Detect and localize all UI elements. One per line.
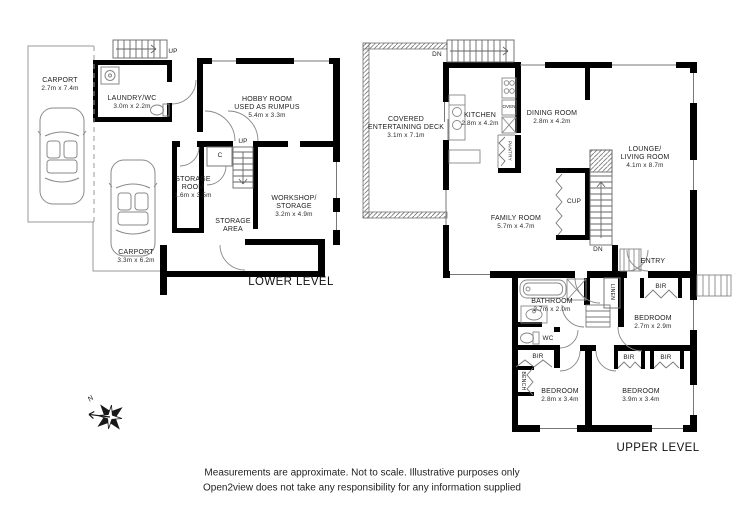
room-dims: 5.4m x 3.3m [248, 112, 286, 119]
room-name-2: STORAGE [276, 203, 312, 210]
bench-label: BENCH [520, 371, 526, 391]
room-label-bedroom-3 [622, 388, 660, 404]
room-label-deck [368, 116, 444, 140]
room-name: CARPORT [42, 77, 78, 84]
room-dims: 3.9m x 3.4m [622, 396, 660, 403]
wc-label: WC [542, 335, 554, 342]
room-name: BEDROOM [541, 388, 579, 395]
room-label-hobby-room [234, 96, 299, 120]
stairs-dn-top-label: DN [432, 51, 442, 58]
room-name: KITCHEN [463, 112, 497, 119]
room-dims: 3.0m x 2.2m [113, 103, 151, 110]
stairs-up-label: UP [168, 48, 178, 55]
room-label-carport-2 [117, 249, 154, 265]
room-name: COVERED [387, 116, 425, 123]
oven-label: OVEN [502, 104, 516, 109]
deck-slider-door [445, 102, 449, 140]
stairs-dn-mid [590, 150, 612, 245]
room-label-bedroom-1 [634, 315, 672, 331]
stair-void-hatch [590, 150, 612, 172]
stairs-dn-mid-label: DN [593, 246, 603, 253]
pantry-label: PANTRY [507, 140, 513, 162]
room-name: STORAGE [175, 176, 211, 183]
room-dims: 5.7m x 4.7m [497, 223, 535, 230]
room-name-2: ENTERTAINING DECK [367, 124, 445, 131]
room-dims: 3.3m x 6.2m [117, 257, 155, 264]
stairs-up-mid-label: UP [238, 138, 248, 145]
room-name: LOUNGE/ [628, 146, 662, 153]
room-name-2: USED AS RUMPUS [234, 104, 300, 111]
disclaimer-line-2: Open2view does not take any responsibility for any information supplied [203, 482, 521, 494]
room-label-storage-room [174, 176, 211, 200]
room-dims: 1.6m x 3.5m [174, 192, 212, 199]
washing-machine-icon [101, 67, 119, 84]
room-dims: 2.8m x 3.4m [541, 396, 579, 403]
room-name: WORKSHOP/ [271, 195, 317, 202]
bir-label-mid-2: BIR [660, 354, 672, 361]
entry-porch-steps [697, 275, 731, 296]
stairs-up-entry-lower [113, 40, 167, 58]
sink-bowl-1 [453, 108, 462, 117]
room-dims: 2.8m x 4.2m [461, 120, 499, 127]
car-icon-1 [38, 108, 86, 204]
cupboard-label: C [217, 152, 223, 159]
room-label-family [491, 215, 541, 231]
upper-level-title: UPPER LEVEL [616, 442, 700, 454]
disclaimer-line-1: Measurements are approximate. Not to scale. Illustrative purposes only [204, 467, 520, 479]
room-name: CARPORT [118, 249, 154, 256]
room-label-lounge [621, 146, 670, 170]
room-name-2: ROOM [181, 184, 205, 191]
stairs-up-mid-lower [233, 147, 253, 188]
bir-label-bedroom1: BIR [655, 283, 667, 290]
room-label-bathroom [531, 298, 573, 314]
room-label-carport-1 [41, 77, 78, 93]
wc-toilet-bowl [521, 333, 534, 343]
stairs-dn-deck [447, 40, 514, 62]
room-name: BEDROOM [634, 315, 672, 322]
room-label-kitchen [461, 112, 498, 128]
sink-bowl-2 [453, 121, 462, 130]
room-dims: 2.7m x 2.0m [533, 306, 571, 313]
linen-label: LINEN [609, 283, 615, 301]
compass-north-label: N [86, 394, 96, 404]
room-dims: 3.2m x 4.9m [275, 211, 313, 218]
room-dims: 2.8m x 4.2m [533, 118, 571, 125]
car-icon-2 [109, 160, 157, 256]
bath-tap [526, 287, 530, 291]
room-label-storage-area [215, 218, 251, 234]
room-dims: 4.1m x 8.7m [626, 162, 664, 169]
cooktop-icon [502, 78, 516, 98]
room-name: FAMILY ROOM [490, 215, 542, 222]
room-label-dining [527, 110, 577, 126]
room-name: LAUNDRY/WC [107, 95, 157, 102]
room-dims: 3.1m x 7.1m [387, 132, 425, 139]
kitchen-bench [449, 150, 480, 163]
washing-machine-drum [105, 71, 115, 81]
room-name-2: AREA [223, 226, 243, 233]
entry-label: ENTRY [640, 258, 666, 265]
room-label-bedroom-2 [541, 388, 579, 404]
stair-arrow [450, 47, 508, 55]
room-dims: 2.7m x 7.4m [41, 85, 79, 92]
bir-label-mid-1: BIR [623, 354, 635, 361]
lower-level-title: LOWER LEVEL [248, 276, 334, 288]
room-name: BEDROOM [622, 388, 660, 395]
room-name: BATHROOM [531, 298, 573, 305]
cup-label: CUP [566, 198, 582, 205]
room-label-laundry-wc [108, 95, 157, 111]
door-arcs-upper [560, 250, 648, 371]
compass-rose [88, 395, 133, 440]
room-dims: 2.7m x 2.9m [634, 323, 672, 330]
washing-machine-dot [109, 74, 112, 77]
room-name: STORAGE [215, 218, 251, 225]
room-name: DINING ROOM [526, 110, 578, 117]
room-label-workshop [271, 195, 316, 219]
stair-arrow [239, 152, 247, 184]
room-name: HOBBY ROOM [241, 96, 293, 103]
bir-label-left: BIR [532, 353, 544, 360]
room-name-2: LIVING ROOM [620, 154, 670, 161]
